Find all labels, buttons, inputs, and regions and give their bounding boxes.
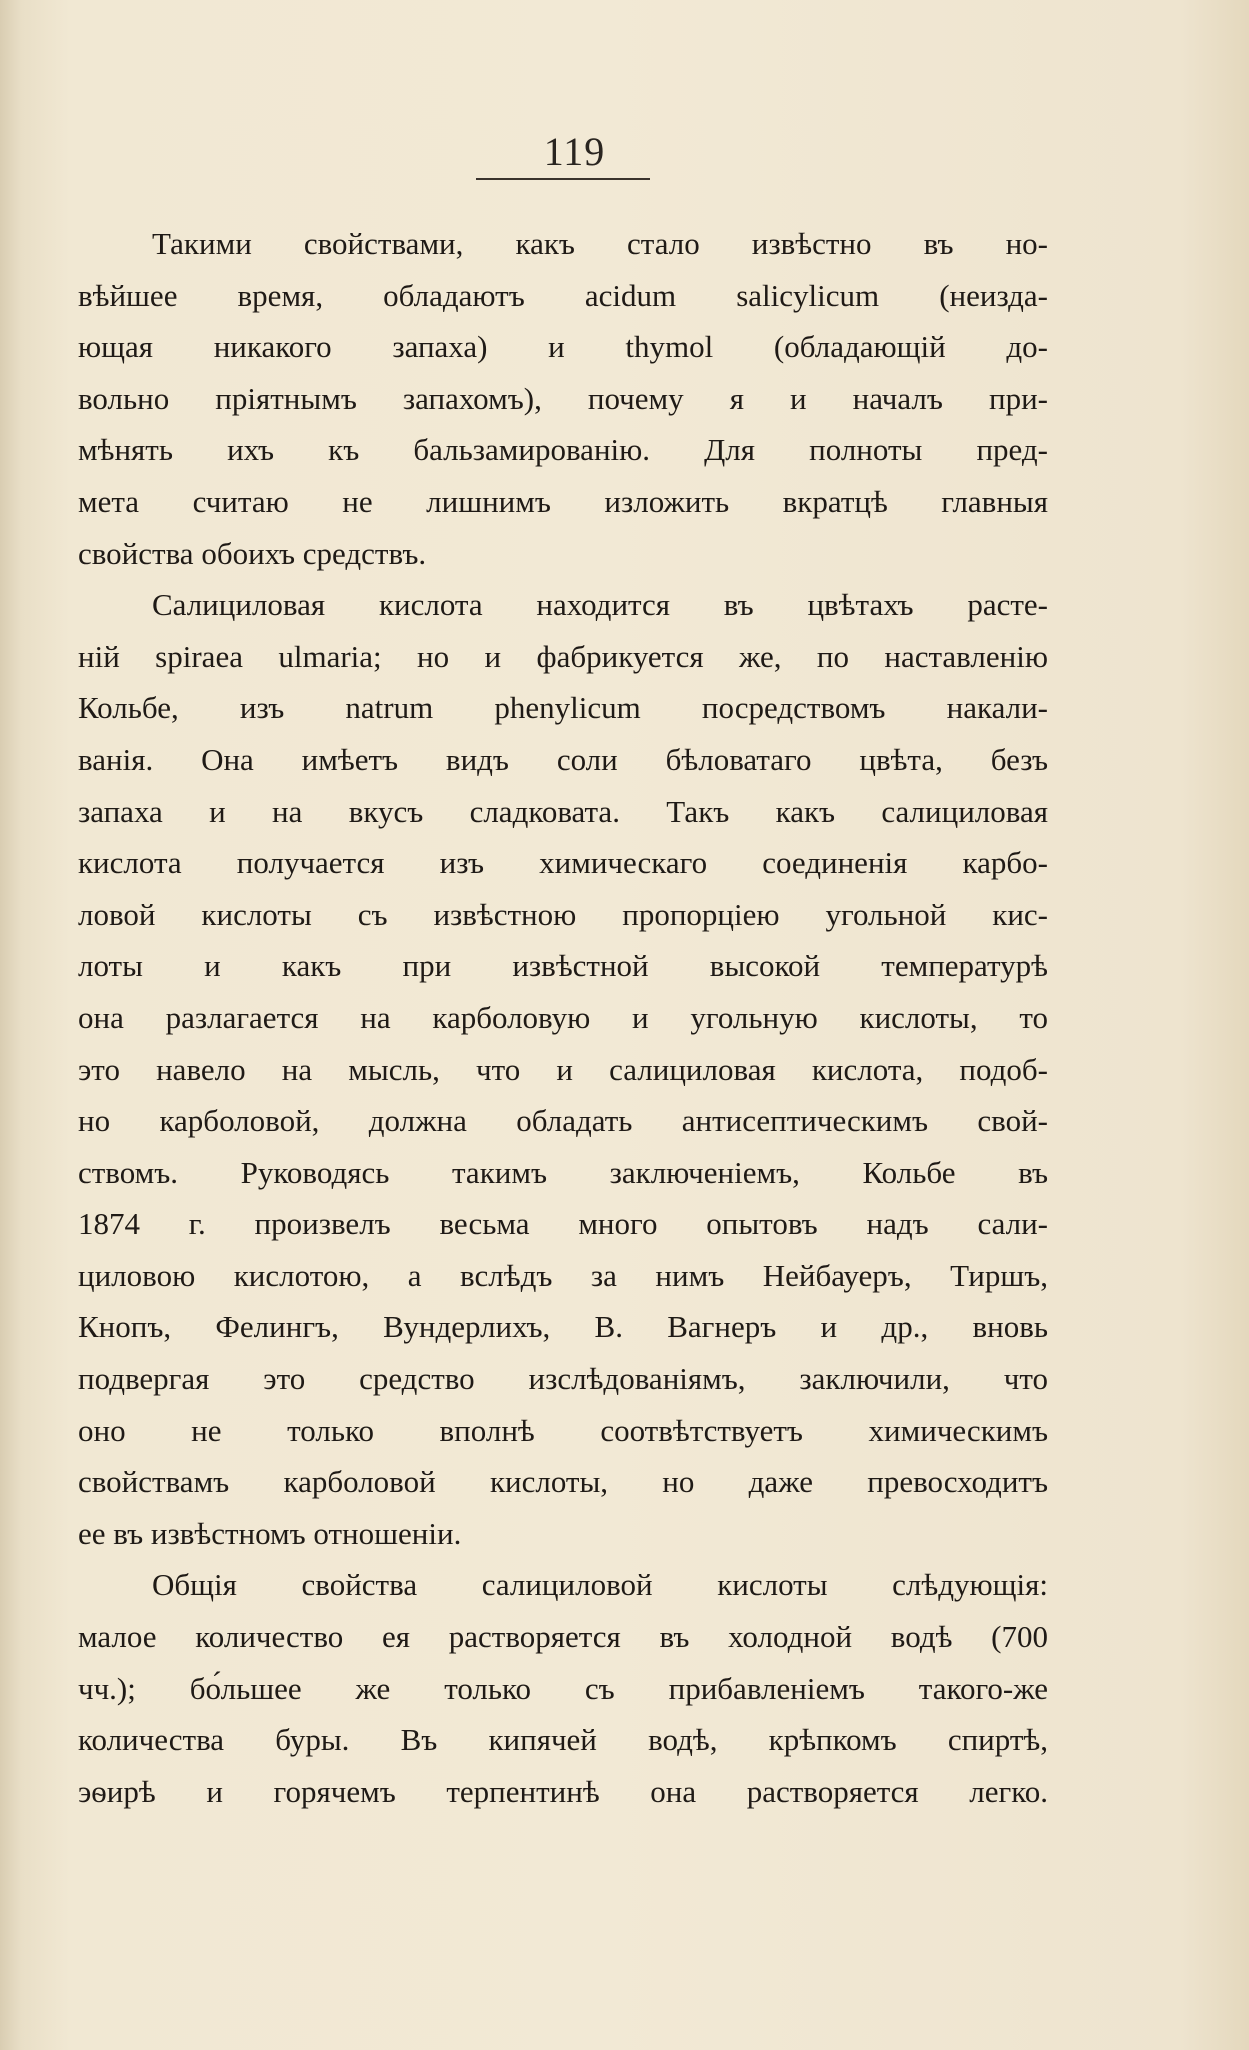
- text-line: вѣйшее время, обладаютъ acidum salicylicum (неизда-: [78, 277, 1048, 313]
- text-line: вольно пріятнымъ запахомъ), почему я и началъ при-: [78, 380, 1048, 416]
- text-line: мѣнять ихъ къ бальзамированію. Для полноты пред-: [78, 432, 1048, 468]
- text-line: Салициловая кислота находится въ цвѣтахъ расте-: [152, 587, 1048, 623]
- text-line: мета считаю не лишнимъ изложить вкратцѣ главныя: [78, 483, 1048, 519]
- text-line: она разлагается на карболовую и угольную кислоты, то: [78, 999, 1048, 1035]
- text-line: свойствамъ карболовой кислоты, но даже превосходитъ: [78, 1464, 1048, 1500]
- text-line: но карболовой, должна обладать антисептическимъ свой-: [78, 1103, 1048, 1139]
- text-line: ній spiraea ulmaria; но и фабрикуется же, по наставленію: [78, 638, 1048, 674]
- text-line: свойства обоихъ средствъ.: [78, 535, 427, 571]
- body-text: [78, 218, 1048, 1817]
- text-line: малое количество ея растворяется въ холодной водѣ (700: [78, 1619, 1048, 1655]
- text-line: Общія свойства салициловой кислоты слѣдующія:: [152, 1567, 1048, 1603]
- text-line: циловою кислотою, а вслѣдъ за нимъ Нейбауеръ, Тиршъ,: [78, 1257, 1048, 1293]
- text-line: Кнопъ, Фелингъ, Вундерлихъ, В. Вагнеръ и др., вновь: [78, 1309, 1048, 1345]
- text-line: Кольбе, изъ natrum phenylicum посредствомъ накали-: [78, 690, 1048, 726]
- text-line: ющая никакого запаха) и thymol (обладающій до-: [78, 329, 1048, 365]
- text-line: ствомъ. Руководясь такимъ заключеніемъ, Кольбе въ: [78, 1154, 1048, 1190]
- text-line: количества буры. Въ кипячей водѣ, крѣпкомъ спиртѣ,: [78, 1722, 1048, 1758]
- text-line: чч.); бо́льшее же только съ прибавленіемъ такого-же: [78, 1670, 1048, 1706]
- text-line: 1874 г. произвелъ весьма много опытовъ надъ сали-: [78, 1206, 1048, 1242]
- text-line: ловой кислоты съ извѣстною пропорціею угольной кис-: [78, 896, 1048, 932]
- text-line: лоты и какъ при извѣстной высокой температурѣ: [78, 948, 1048, 984]
- text-line: оно не только вполнѣ соотвѣтствуетъ химическимъ: [78, 1412, 1048, 1448]
- text-line: подвергая это средство изслѣдованіямъ, заключили, что: [78, 1361, 1048, 1397]
- text-line: это навело на мысль, что и салициловая кислота, подоб-: [78, 1051, 1048, 1087]
- text-line: эѳирѣ и горячемъ терпентинѣ она растворяется легко.: [78, 1773, 1048, 1809]
- page-number: 119: [543, 129, 606, 174]
- text-line: ванія. Она имѣетъ видъ соли бѣловатаго цвѣта, безъ: [78, 741, 1048, 777]
- text-line: ее въ извѣстномъ отношеніи.: [78, 1515, 462, 1551]
- header-rule: [476, 178, 650, 180]
- text-line: запаха и на вкусъ сладковата. Такъ какъ салициловая: [78, 793, 1048, 829]
- text-line: кислота получается изъ химическаго соединенія карбо-: [78, 845, 1048, 881]
- text-line: Такими свойствами, какъ стало извѣстно въ но-: [152, 226, 1048, 261]
